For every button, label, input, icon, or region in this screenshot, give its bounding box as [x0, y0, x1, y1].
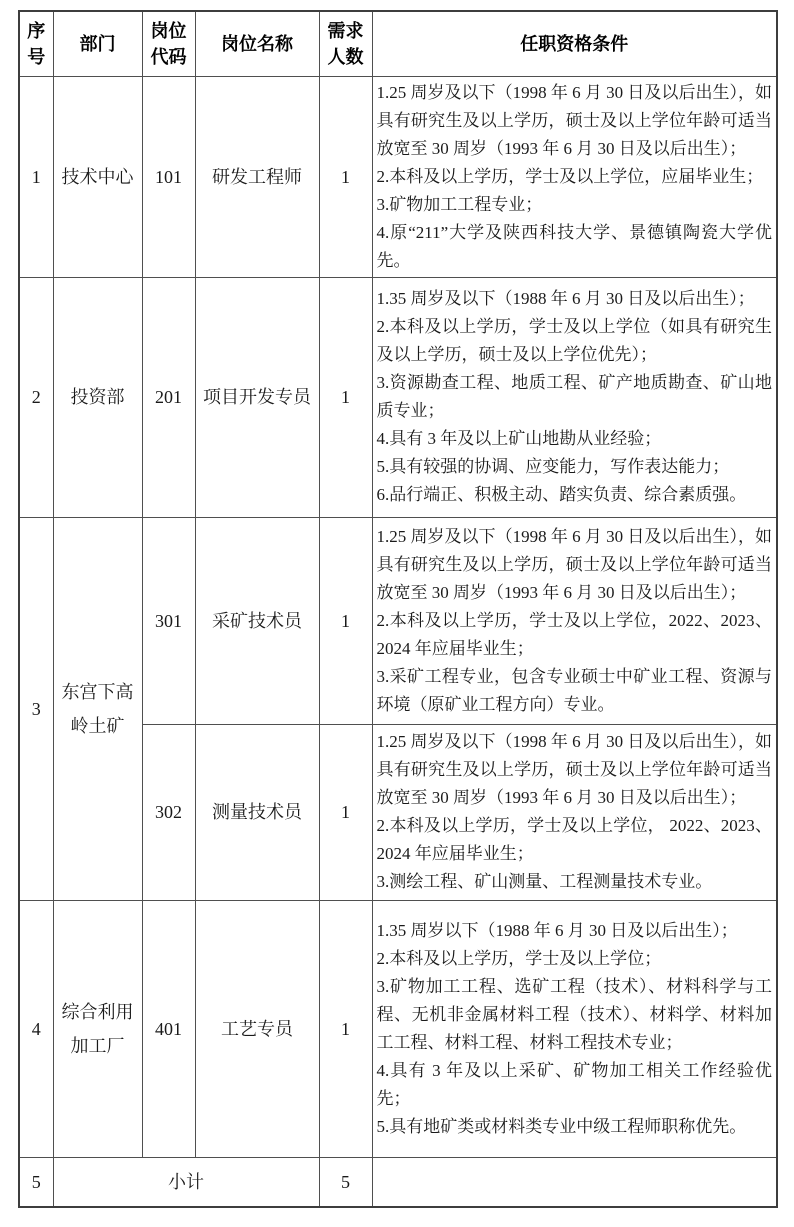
cell-position-name: 研发工程师 [195, 76, 319, 277]
col-header-name: 岗位名称 [195, 11, 319, 76]
cell-position-code: 101 [142, 76, 195, 277]
cell-headcount-total: 5 [319, 1157, 372, 1207]
cell-seq: 1 [19, 76, 53, 277]
qualification-item: 1.35 周岁及以下（1988 年 6 月 30 日及以后出生）； [376, 289, 755, 308]
cell-qualifications [372, 277, 777, 517]
cell-seq: 3 [19, 517, 53, 900]
cell-qualifications [372, 900, 777, 1157]
qualification-item: 3.资源勘查工程、地质工程、矿产地质勘查、矿山地质专业； [376, 373, 772, 420]
cell-seq: 4 [19, 900, 53, 1157]
cell-department: 技术中心 [53, 76, 142, 277]
col-header-qualifications: 任职资格条件 [372, 11, 777, 76]
cell-headcount: 1 [319, 76, 372, 277]
col-header-count: 需求人数 [319, 11, 372, 76]
table-row [19, 277, 777, 517]
cell-department: 投资部 [53, 277, 142, 517]
header-row [19, 11, 777, 76]
qualification-item: 6.品行端正、积极主动、踏实负责、综合素质强。 [376, 485, 747, 504]
cell-department: 东宫下高岭土矿 [53, 517, 142, 900]
qualification-item: 4.具有 3 年及以上矿山地勘从业经验； [376, 429, 662, 448]
cell-position-code: 302 [142, 724, 195, 900]
qualification-item: 5.具有较强的协调、应变能力，写作表达能力； [376, 457, 730, 476]
cell-position-name: 项目开发专员 [195, 277, 319, 517]
col-header-code: 岗位代码 [142, 11, 195, 76]
cell-headcount: 1 [319, 517, 372, 724]
qualification-item: 5.具有地矿类或材料类专业中级工程师职称优先。 [376, 1116, 747, 1136]
cell-qualifications [372, 517, 777, 724]
qualification-item: 1.25 周岁及以下（1998 年 6 月 30 日及以后出生），如具有研究生及以上学历，硕士及以上学位年龄可适当放宽至 30 周岁（1993 年 6 月 30 日及以后出生）； [376, 526, 772, 602]
table-row [19, 76, 777, 277]
cell-position-code: 201 [142, 277, 195, 517]
cell-position-code: 301 [142, 517, 195, 724]
cell-seq: 2 [19, 277, 53, 517]
qualification-item: 1.25 周岁及以下（1998 年 6 月 30 日及以后出生），如具有研究生及以上学历，硕士及以上学位年龄可适当放宽至 30 周岁（1993 年 6 月 30 日及以后出生）； [376, 82, 772, 158]
qualification-item: 3.矿物加工工程专业； [376, 194, 543, 214]
cell-position-name: 采矿技术员 [195, 517, 319, 724]
cell-headcount: 1 [319, 277, 372, 517]
qualification-item: 2.本科及以上学历，学士及以上学位，应届毕业生； [376, 166, 764, 186]
recruitment-positions-table [18, 10, 778, 1208]
qualification-item: 4.具有 3 年及以上采矿、矿物加工相关工作经验优先； [376, 1060, 772, 1108]
qualification-item: 3.测绘工程、矿山测量、工程测量技术专业。 [376, 872, 713, 891]
qualification-item: 2.本科及以上学历，学士及以上学位， 2022、2023、2024 年应届毕业生； [376, 816, 772, 863]
qualification-item: 2.本科及以上学历，学士及以上学位（如具有研究生及以上学历，硕士及以上学位优先）； [376, 317, 772, 364]
cell-qualifications [372, 76, 777, 277]
cell-position-code: 401 [142, 900, 195, 1157]
cell-qualifications-empty [372, 1157, 777, 1207]
cell-department: 综合利用加工厂 [53, 900, 142, 1157]
cell-position-name: 工艺专员 [195, 900, 319, 1157]
qualification-item: 1.25 周岁及以下（1998 年 6 月 30 日及以后出生），如具有研究生及以上学历，硕士及以上学位年龄可适当放宽至 30 周岁（1993 年 6 月 30 日及以后出生）； [376, 732, 772, 807]
cell-qualifications [372, 724, 777, 900]
cell-subtotal-label: 小计 [53, 1157, 319, 1207]
qualification-item: 4.原“211”大学及陕西科技大学、景德镇陶瓷大学优先。 [376, 222, 772, 270]
cell-headcount: 1 [319, 900, 372, 1157]
cell-seq: 5 [19, 1157, 53, 1207]
document-page [0, 10, 794, 1227]
qualification-item: 3.采矿工程专业，包含专业硕士中矿业工程、资源与环境（原矿业工程方向）专业。 [376, 666, 772, 714]
col-header-dept: 部门 [53, 11, 142, 76]
qualification-item: 3.矿物加工工程、选矿工程（技术）、材料科学与工程、无机非金属材料工程（技术）、材料学、材料加工工程、材料工程、材料工程技术专业； [376, 976, 772, 1052]
qualification-item: 2.本科及以上学历，学士及以上学位； [376, 948, 662, 968]
qualification-item: 2.本科及以上学历，学士及以上学位，2022、2023、2024 年应届毕业生； [376, 610, 772, 658]
qualification-item: 1.35 周岁以下（1988 年 6 月 30 日及以后出生）； [376, 920, 738, 940]
table-row [19, 900, 777, 1157]
cell-headcount: 1 [319, 724, 372, 900]
cell-position-name: 测量技术员 [195, 724, 319, 900]
col-header-seq: 序号 [19, 11, 53, 76]
table-row [19, 517, 777, 724]
summary-row [19, 1157, 777, 1207]
